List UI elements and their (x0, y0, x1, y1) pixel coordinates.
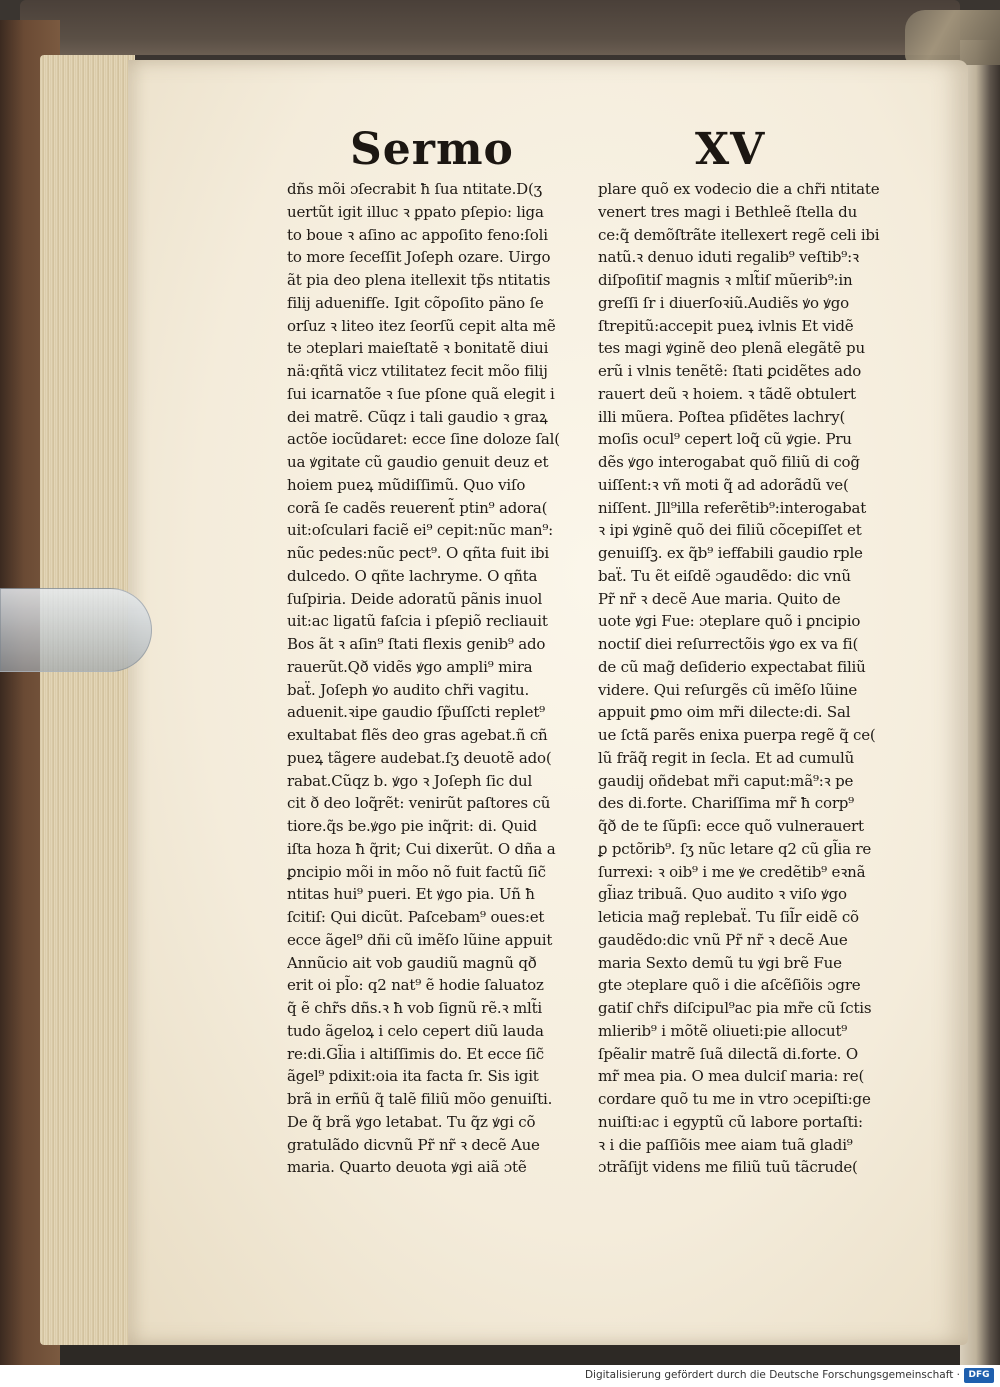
text-line: genuiſſꝫ. ex q̃b⁹ ieffabili gaudio rple (598, 544, 863, 562)
text-line: ãgel⁹ pdixit:oia ita facta ſr. Sis igit (287, 1067, 539, 1086)
text-line: tiore.q̃s be.ꝟgo pie inq̃rit: di. Quid (287, 817, 537, 835)
text-line: plare quõ ex vodecio die a chr̃i ntitate (598, 180, 880, 198)
text-line: to boue ꝛ aſino ac appoſito feno:ſoli (287, 225, 548, 244)
text-line: maria. Quarto deuota ꝟgi aiã ɔtẽ (287, 1158, 527, 1177)
text-line: dẽs ꝟgo interogabat quõ filiũ di cog̃ (598, 453, 860, 471)
text-line: greſſi ſr i diuerſoꝛiũ.Audiẽs ꝟo ꝟgo (598, 293, 849, 312)
text-line: leticia mag̃ replebaẗ. Tu ſil̃r eidẽ cõ (598, 908, 859, 926)
text-line: ſuſpiria. Deide adoratũ pãnis inuol (287, 589, 543, 608)
text-line: baẗ. Tu ẽt eiſdẽ ɔgaudẽdo: dic vnũ (598, 566, 851, 585)
dfg-logo: DFG (964, 1368, 994, 1383)
running-head-sermo: Sermo (350, 124, 514, 175)
text-line: De q̃ brã ꝟgo letabat. Tu q̃z ꝟgi cõ (287, 1112, 536, 1131)
text-line: ua ꝟgitate cũ gaudio genuit deuz et (287, 453, 549, 471)
text-line: ɔtrãſijt videns me filiũ tuũ tãcrude( (598, 1158, 858, 1177)
text-line: dñs mõi ɔſecrabit ħ ſua ntitate.D(ʒ (287, 180, 542, 198)
binding-tie (905, 10, 1000, 65)
book-cover-top (20, 0, 960, 55)
text-line: actõe iocũdaret: ecce ſine doloze ſal( (287, 430, 560, 449)
text-line: moſis ocul⁹ cepert loq̃ cũ ꝟgie. Pru (598, 430, 852, 449)
text-line: appuit ꝑmo oim mr̃i dilecte:di. Sal (598, 703, 851, 722)
text-line: ue ſctã parẽs enixa puerpa regẽ q̃ ce( (598, 726, 876, 744)
text-line: orſuz ꝛ liteo itez ſeorſũ cepit alta mẽ (287, 316, 556, 335)
text-line: noctiſ diei reſurrectõis ꝟgo ex va fi( (598, 635, 859, 653)
text-line: venert tres magi i Bethleẽ ſtella du (598, 202, 858, 221)
text-line: Bos ãt ꝛ aſin⁹ ſtati flexis genib⁹ ado (287, 635, 546, 653)
text-line: gratulãdo dicvnũ Pr̃ nr̃ ꝛ decẽ Aue (287, 1135, 540, 1154)
text-line: q̃ð de te ſũpſi: ecce quõ vulnerauert (598, 817, 864, 835)
text-line: q̃ ẽ chr̃s dñs.ꝛ ħ vob ſignũ rẽ.ꝛ mlt̃i (287, 999, 543, 1017)
text-line: uertũt igit illuc ꝛ ꝑpato pſepio: liga (287, 202, 544, 221)
funding-credit: Digitalisierung gefördert durch die Deutsche Forschungsgemeinschaft · (584, 1369, 960, 1381)
text-line: aduenit.ꝛipe gaudio ſp̃uſſcti replet⁹ (287, 703, 545, 722)
page-edges (40, 55, 135, 1345)
text-line: hoiem pueꝝ mũdiſſimũ. Quo viſo (287, 475, 526, 494)
footer-bar (0, 1365, 1000, 1387)
text-line: ꝛ ipi ꝟginẽ quõ dei filiũ cõcepiſſet et (598, 521, 862, 540)
text-line: dulcedo. O qñte lachryme. O qñta (287, 566, 538, 585)
text-line: re:di.Gl̃ia i altiſſimis do. Et ecce ſic̃ (287, 1044, 544, 1063)
text-line: corã ſe cadẽs reuerent̃ ptin⁹ adora( (287, 498, 548, 517)
text-line: ntitas hui⁹ pueri. Et ꝟgo pia. Uñ ħ (287, 885, 535, 904)
text-line: lũ frãq̃ regit in ſecla. Et ad cumulũ (598, 748, 855, 767)
text-line: niſſent. Jll⁹illa referẽtib⁹:interogabat (598, 498, 867, 517)
text-line: uote ꝟgi Fue: ɔteplare quõ i ꝑncipio (598, 612, 861, 631)
text-line: nũc pedes:nũc pect⁹. O qñta fuit ibi (287, 544, 550, 562)
text-line: ꝑ pctõrib⁹. ſʒ nũc letare q2 cũ gl̃ia re (598, 839, 872, 858)
text-line: des di.forte. Chariſſima mr̃ ħ corp⁹ (598, 794, 854, 813)
text-line: dei matrẽ. Cũqz i tali gaudio ꝛ graꝝ (287, 407, 548, 426)
text-line: de cũ mag̃ deſiderio expectabat filiũ (598, 657, 866, 676)
text-line: rauerũt.Qð vidẽs ꝟgo ampli⁹ mira (287, 657, 533, 676)
show-through-text (500, 128, 690, 168)
text-line: uit:oſculari faciẽ ei⁹ cepit:nũc man⁹: (287, 521, 553, 540)
text-line: rabat.Cũqz b. ꝟgo ꝛ Joſeph ſic dul (287, 771, 533, 790)
text-line: ſcitiſ: Qui dicũt. Paſcebam⁹ oues:et (287, 908, 545, 926)
text-line: to more ſeceſſit Joſeph ozare. Uirgo (287, 248, 551, 267)
text-column-left (287, 178, 599, 1179)
text-line: gte ɔteplare quõ i die aſcẽſiõis ɔgre (598, 976, 861, 995)
text-line: cordare quõ tu me in vtro ɔcepiſti:ge (598, 1090, 871, 1108)
text-line: exultabat flẽs deo gras agebat.ñ cñ (287, 726, 548, 744)
text-line: uiſſent:ꝛ vñ moti q̃ ad adorãdũ ve( (598, 475, 849, 494)
text-line: ecce ãgel⁹ dñi cũ imẽſo lũine appuit (287, 930, 553, 949)
text-line: ſui icarnatõe ꝛ ſue pſone quã elegit i (287, 384, 555, 403)
text-line: brã in erñũ q̃ talẽ filiũ mõo genuiſti. (287, 1090, 553, 1108)
text-line: baẗ. Joſeph ꝟo audito chr̃i vagitu. (287, 680, 530, 699)
text-line: diſpoſitiſ magnis ꝛ mlt̃iſ mũerib⁹:in (598, 271, 853, 289)
text-line: illi mũera. Poſtea pſidẽtes lachry( (598, 407, 846, 426)
text-line: gatiſ chr̃s diſcipul⁹ac pia mr̃e cũ ſctis (598, 999, 872, 1017)
text-line: mr̃ mea pia. O mea dulciſ maria: re( (598, 1067, 865, 1086)
text-line: tes magi ꝟginẽ deo plenã elegãtẽ pu (598, 339, 865, 358)
text-line: nuiſti:ac i egyptũ cũ labore portaſti: (598, 1112, 863, 1131)
page-clip (0, 588, 152, 672)
text-line: nä:qñtã vicz vtilitatez fecit mõo filij (287, 362, 548, 380)
text-line: ſtrepitũ:accepit pueꝝ ivlnis Et vidẽ (598, 316, 854, 335)
text-line: erũ i vlnis tenẽtẽ: ſtati ꝑcidẽtes ado (598, 362, 862, 380)
text-line: rauert deũ ꝛ hoiem. ꝛ tãdẽ obtulert (598, 384, 856, 403)
text-line: ãt pia deo plena itellexit tp̃s ntitatis (287, 271, 551, 289)
text-line: mlierib⁹ i mõtẽ oliueti:pie allocut⁹ (598, 1021, 848, 1040)
text-line: ce:q̃ demõſtrãte itellexert regẽ celi ibi (598, 225, 880, 244)
text-line: ꝛ i die paſſiõis mee aiam tuã gladi⁹ (598, 1135, 853, 1154)
text-line: maria Sexto demũ tu ꝟgi brẽ Fue (598, 953, 842, 972)
text-line: filij aduenifſe. Igit cõpoſito päno ſe (287, 293, 544, 312)
text-line: Pr̃ nr̃ ꝛ decẽ Aue maria. Quito de (598, 589, 841, 608)
text-line: gaudij oñdebat mr̃i caput:mã⁹:ꝛ pe (598, 771, 854, 790)
text-line: cit ð deo loq̃rẽt: venirũt paſtores cũ (287, 794, 551, 813)
text-line: gl̃iaz tribuã. Quo audito ꝛ viſo ꝟgo (598, 885, 847, 904)
text-column-right (598, 178, 910, 1179)
text-line: natũ.ꝛ denuo iduti regalib⁹ veſtib⁹:ꝛ (598, 248, 859, 267)
text-line: Annũcio ait vob gaudiũ magnũ qð (287, 953, 537, 972)
text-line: tudo ãgeloꝝ i celo cepert diũ lauda (287, 1021, 544, 1040)
text-line: te ɔteplari maieſtatẽ ꝛ bonitatẽ diui (287, 339, 549, 358)
text-line: erit oi pl̃o: q2 nat⁹ ẽ hodie ſaluatoz (287, 976, 544, 995)
text-line: uit:ac ligatũ faſcia i pſepiõ recliauit (287, 612, 548, 631)
text-line: ſpẽalir matrẽ ſuã dilectã di.forte. O (598, 1044, 858, 1063)
text-line: gaudẽdo:dic vnũ Pr̃ nr̃ ꝛ decẽ Aue (598, 930, 848, 949)
text-line: ꝑncipio mõi in mõo nõ fuit factũ ſic̃ (287, 862, 546, 881)
text-line: ſurrexi: ꝛ oib⁹ i me ꝟe credẽtib⁹ eꝛnã (598, 862, 866, 881)
running-head-number: XV (695, 124, 766, 175)
text-line: iſta hoza ħ q̃rit; Cui dixerũt. O dña a (287, 839, 556, 858)
text-line: pueꝝ tãgere audebat.ſʒ deuotẽ ado( (287, 748, 552, 767)
text-line: videre. Qui reſurgẽs cũ imẽſo lũine (598, 680, 858, 699)
